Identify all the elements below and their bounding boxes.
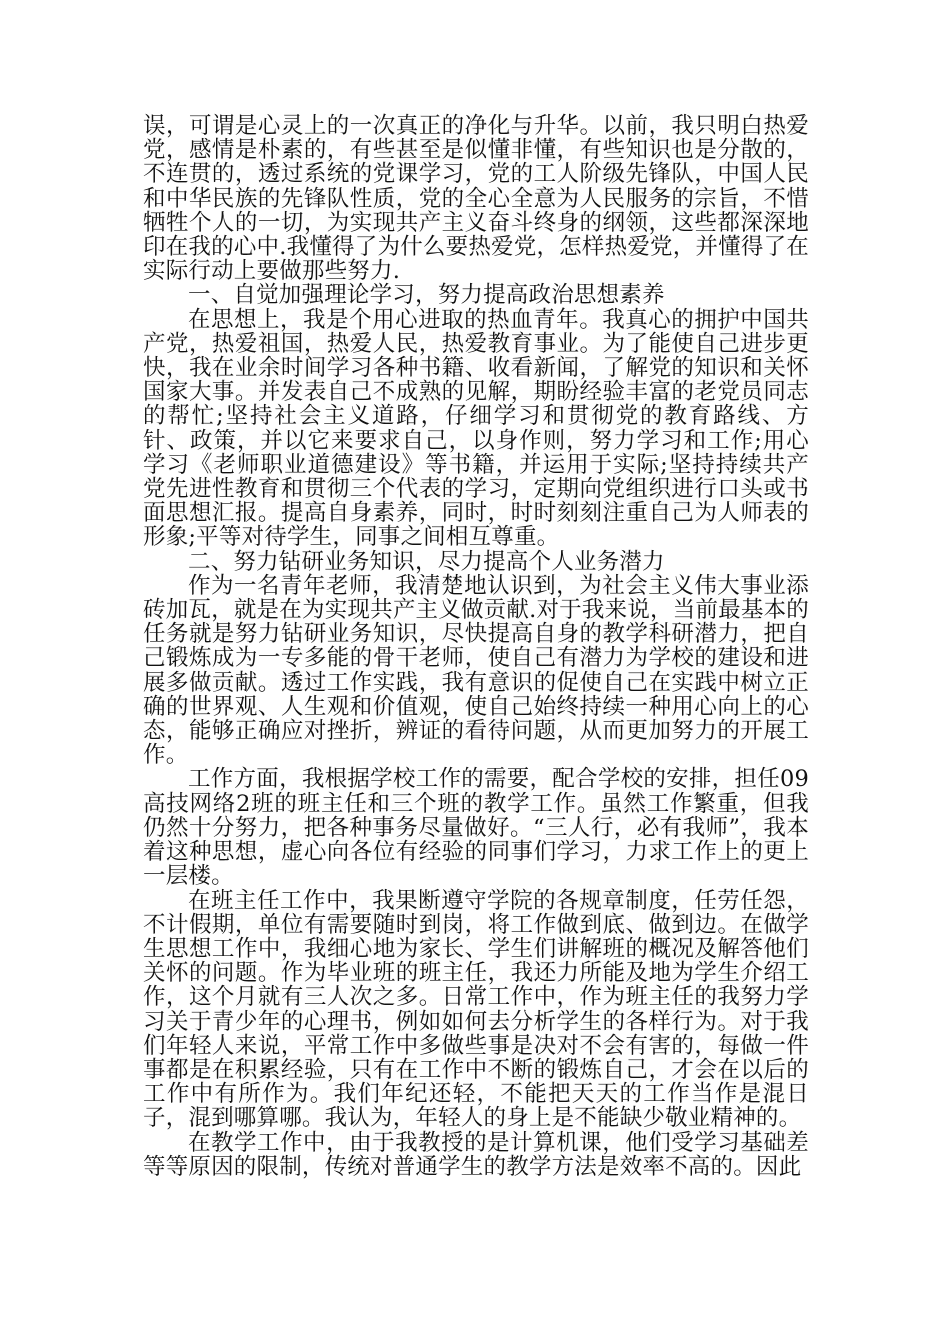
document-body xyxy=(143,114,809,1179)
paragraph-3: 作为一名青年老师，我清楚地认识到，为社会主义伟大事业添砖加瓦，就是在为实现共产主义做贡献.对于我来说，当前最基本的任务就是努力钻研业务知识，尽快提高自身的教学科研潜力，把自己锻炼成为一专多能的骨干老师，使自己有潜力为学校的建设和进展多做贡献。透过工作实践，我有意识的促使自己在实践中树立正确的世界观、人生观和价值观，使自己始终持续一种用心向上的心态，能够正确应对挫折，辨证的看待问题，从而更加努力的开展工作。 xyxy=(143,572,809,769)
paragraph-5: 在班主任工作中，我果断遵守学院的各规章制度，任劳任怨，不计假期，单位有需要随时到岗，将工作做到底、做到边。在做学生思想工作中，我细心地为家长、学生们讲解班的概况及解答他们关怀的问题。作为毕业班的班主任，我还力所能及地为学生介绍工作，这个月就有三人次之多。日常工作中，作为班主任的我努力学习关于青少年的心理书，例如如何去分析学生的各样行为。对于我们年轻人来说，平常工作中多做些事是决对不会有害的，每做一件事都是在积累经验，只有在工作中不断的锻炼自己，才会在以后的工作中有所作为。我们年纪还轻，不能把天天的工作当作是混日子，混到哪算哪。我认为，年轻人的身上是不能缺少敬业精神的。 xyxy=(143,887,809,1132)
section-heading-1: 一、自觉加强理论学习，努力提高政治思想素养 xyxy=(188,282,665,309)
section-heading-2: 二、努力钻研业务知识，尽力提高个人业务潜力 xyxy=(188,548,665,575)
paragraph-1: 误，可谓是心灵上的一次真正的净化与升华。以前，我只明白热爱党，感情是朴素的，有些甚至是似懂非懂，有些知识也是分散的，不连贯的，透过系统的党课学习，党的工人阶级先锋队，中国人民和中华民族的先锋队性质，党的全心全意为人民服务的宗旨，不惜牺牲个人的一切，为实现共产主义奋斗终身的纲领，这些都深深地印在我的心中.我懂得了为什么要热爱党，怎样热爱党，并懂得了在实际行动上要做那些努力. xyxy=(143,113,809,285)
paragraph-6: 在教学工作中，由于我教授的是计算机课，他们受学习基础差等等原因的限制，传统对普通学生的教学方法是效率不高的。因此 xyxy=(143,1129,809,1180)
paragraph-4: 工作方面，我根据学校工作的需要，配合学校的安排，担任09高技网络2班的班主任和三个班的教学工作。虽然工作繁重，但我仍然十分努力，把各种事务尽量做好。“三人行，必有我师”，我本着这种思想，虚心向各位有经验的同事们学习，力求工作上的更上一层楼。 xyxy=(143,766,809,890)
paragraph-2: 在思想上，我是个用心进取的热血青年。我真心的拥护中国共产党，热爱祖国，热爱人民，热爱教育事业。为了能使自己进步更快，我在业余时间学习各种书籍、收看新闻，了解党的知识和关怀国家大事。并发表自己不成熟的见解，期盼经验丰富的老党员同志的帮忙;坚持社会主义道路，仔细学习和贯彻党的教育路线、方针、政策，并以它来要求自己，以身作则，努力学习和工作;用心学习《老师职业道德建设》等书籍，并运用于实际;坚持持续共产党先进性教育和贯彻三个代表的学习，定期向党组织进行口头或书面思想汇报。提高自身素养，同时，时时刻刻注重自己为人师表的形象;平等对待学生，同事之间相互尊重。 xyxy=(143,306,809,551)
